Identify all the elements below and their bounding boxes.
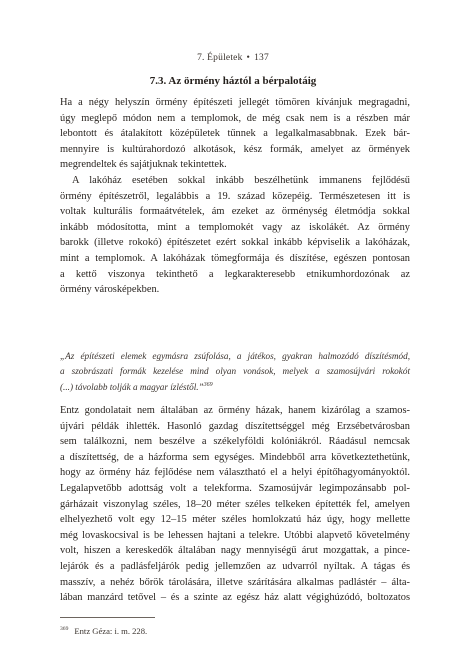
text-line: Legalapvetőbb adottság volt a telekforma. Szamosújvár legimpozánsabb pol-	[60, 482, 410, 494]
text-line: mennyire is kultúrahordozó alkotások, kész formák, amelyet az örmények	[60, 143, 410, 155]
quote-line-text: (...) távolabb tolják a magyar ízléstől.”	[60, 381, 204, 392]
footnote-divider	[60, 617, 155, 618]
text-line: lejárók és a padlásfeljárók pedig jellemzően az udvarról nyíltak. A tágas és	[60, 560, 410, 572]
page-number: 137	[254, 53, 269, 63]
footnote-reference[interactable]: 369	[203, 381, 213, 388]
quote-line: „Az építészeti elemek egymásra zsúfolása, a játékos, gyakran halmozódó díszítésmód,	[60, 351, 410, 361]
quote-line: a szobrászati formák kezelése mind olyan vonások, melyek a szamosújvári rokokót	[60, 366, 410, 377]
text-line: a díszítettség, de a házforma sem egységes. Mindebből arra következtethetünk,	[60, 451, 410, 463]
paragraph-2	[60, 173, 410, 298]
text-line: megrendeltek és sajátjuknak tekintettek.	[60, 159, 227, 171]
text-line: lában manzárd tetővel – és a szinte az egész ház alatt végighúzódó, boltozatos	[60, 592, 410, 604]
footnote	[60, 626, 147, 636]
section-title: 7.3. Az örmény háztól a bérpalotáig	[149, 75, 317, 87]
text-line: volt, hiszen a kereskedők általában nagy mennyiségű árut mozgattak, a pince-	[60, 545, 410, 557]
text-line: gárházait viszonylag széles, 18–20 méter széles telkeken építették fel, amelyen	[60, 498, 410, 510]
text-line: még lovaskocsival is be lehessen hajtani a telekre. Utóbbi alapvető követelmény	[60, 529, 410, 541]
chapter-label: 7. Épületek	[197, 53, 243, 63]
text-line: masszív, a nehéz bőrök tárolására, illetve szárítására alkalmas padlástér – álta-	[60, 576, 410, 588]
paragraph-3	[60, 403, 410, 606]
text-line: a kettő viszonya tekinthető a legkarakteresebb etnikumhordozónak az	[60, 268, 410, 280]
text-line: A lakóház esetében sokkal inkább beszélhetünk immanens fejlődésű	[72, 175, 410, 186]
footnote-text: Entz Géza: i. m. 228.	[74, 626, 148, 636]
paragraph-1	[60, 95, 410, 173]
text-line: örmény városképekben.	[60, 284, 160, 296]
text-line: Ha a négy helyszín örmény építészeti jellegét tömören kívánjuk megragadni,	[60, 97, 410, 108]
text-line: elhelyezhető volt egy 12–15 méter széles homlokzatú ház úgy, hogy mellette	[60, 514, 410, 526]
footnote-number: 369	[60, 626, 69, 633]
running-head	[0, 53, 466, 63]
text-line: mint a templomok. A lakóházak tömegformája és díszítése, egészen pontosan	[60, 252, 410, 264]
text-line: úgy meglepő módon nem a templomok, de még csak nem is a részben már	[60, 112, 410, 124]
text-line: voltak kulturális formaátvételek, ám ezeket az örménység életmódja sokkal	[60, 206, 410, 218]
text-line: örmény építészetről, legalábbis a 19. század közepéig. Természetesen itt is	[60, 190, 410, 202]
block-quote	[60, 349, 410, 395]
text-line: hogy az örmény ház fejlődése nem választható el a helyi építőhagyományoktól.	[60, 467, 410, 479]
text-line: lebontott és átalakított középületek tűnnek a legalkalmasabbnak. Ezek bár-	[60, 128, 410, 140]
text-line: barokk (illetve rokokó) építészetet ezért sokkal inkább képviselik a lakóházak,	[60, 237, 410, 249]
text-line: sem találkozni, nem beszélve a székelyföldi kolóniákról. Ráadásul nemcsak	[60, 436, 410, 448]
text-line: Entz gondolatait nem általában az örmény házak, hanem kizárólag a szamos-	[60, 405, 410, 416]
text-line: inkább módosította, mint a templomokét vagy az iskolákét. Az örmény	[60, 221, 410, 233]
quote-line	[60, 380, 410, 395]
running-head-separator: •	[246, 53, 251, 63]
text-line: újvári példák ihlették. Hasonló gazdag díszítettséggel még Erzsébetvárosban	[60, 420, 410, 432]
